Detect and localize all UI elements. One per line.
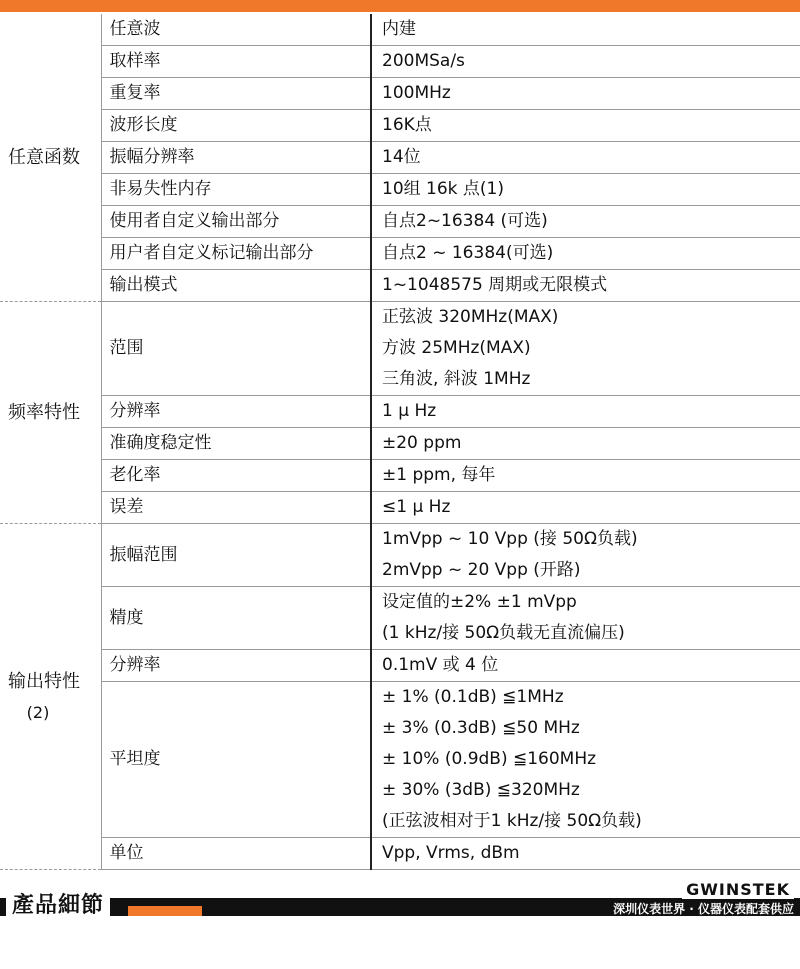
param-name: 分辨率 — [101, 650, 371, 682]
param-value-cell — [371, 587, 800, 650]
param-name: 老化率 — [101, 460, 371, 492]
spec-row — [0, 270, 800, 302]
param-name: 准确度稳定性 — [101, 428, 371, 460]
param-name: 振幅范围 — [101, 524, 371, 587]
param-value: 1 μ Hz — [382, 401, 437, 421]
param-name: 任意波 — [101, 14, 371, 46]
spec-row — [0, 587, 800, 650]
param-value: 正弦波 320MHz(MAX) — [382, 307, 559, 327]
param-value: Vpp, Vrms, dBm — [382, 843, 520, 863]
section-category — [0, 524, 101, 870]
param-value: 1~1048575 周期或无限模式 — [382, 275, 608, 295]
param-value: 1mVpp ~ 10 Vpp (接 50Ω负载) — [382, 529, 638, 549]
param-name: 使用者自定义输出部分 — [101, 206, 371, 238]
section-category-note: (2) — [26, 702, 50, 722]
param-value-cell — [371, 110, 800, 142]
spec-row — [0, 142, 800, 174]
spec-row — [0, 206, 800, 238]
param-value: ±20 ppm — [382, 433, 462, 453]
param-value-cell — [371, 650, 800, 682]
param-value: ± 3% (0.3dB) ≦50 MHz — [382, 718, 580, 738]
param-value: ± 10% (0.9dB) ≦160MHz — [382, 749, 597, 769]
param-value: 三角波, 斜波 1MHz — [382, 369, 531, 389]
param-value-cell — [371, 78, 800, 110]
spec-row — [0, 78, 800, 110]
param-value: 设定值的±2% ±1 mVpp — [382, 592, 577, 612]
param-name: 平坦度 — [101, 682, 371, 838]
param-value-cell — [371, 142, 800, 174]
param-value: 0.1mV 或 4 位 — [382, 655, 499, 675]
param-name: 精度 — [101, 587, 371, 650]
param-value-cell — [371, 838, 800, 870]
param-name: 波形长度 — [101, 110, 371, 142]
param-name: 重复率 — [101, 78, 371, 110]
param-value: 自点2 ~ 16384(可选) — [382, 243, 554, 263]
section-category — [0, 14, 101, 302]
spec-row — [0, 46, 800, 78]
param-value-cell — [371, 270, 800, 302]
param-value-cell — [371, 396, 800, 428]
param-value: 自点2~16384 (可选) — [382, 211, 548, 231]
param-value-cell — [371, 460, 800, 492]
param-name: 用户者自定义标记输出部分 — [101, 238, 371, 270]
param-value: ≤1 μ Hz — [382, 497, 451, 517]
param-value: 内建 — [382, 19, 416, 39]
param-value-cell — [371, 14, 800, 46]
param-value: 100MHz — [382, 83, 451, 103]
param-value: ± 1% (0.1dB) ≦1MHz — [382, 687, 564, 707]
param-value-cell — [371, 682, 800, 838]
param-value-cell — [371, 428, 800, 460]
param-name: 取样率 — [101, 46, 371, 78]
spec-row — [0, 838, 800, 870]
spec-row — [0, 174, 800, 206]
supplier-text: 深圳仪表世界 · 仪器仪表配套供应 — [613, 902, 794, 916]
param-value: 2mVpp ~ 20 Vpp (开路) — [382, 560, 581, 580]
param-value: 方波 25MHz(MAX) — [382, 338, 531, 358]
param-name: 范围 — [101, 302, 371, 396]
spec-row — [0, 428, 800, 460]
top-orange-bar — [0, 0, 800, 12]
spec-row — [0, 238, 800, 270]
param-value-cell — [371, 492, 800, 524]
param-name: 误差 — [101, 492, 371, 524]
param-name: 单位 — [101, 838, 371, 870]
param-value-cell — [371, 206, 800, 238]
footer-orange-accent — [128, 906, 202, 916]
spec-row — [0, 396, 800, 428]
footer-banner — [0, 880, 800, 918]
param-name: 振幅分辨率 — [101, 142, 371, 174]
section-category — [0, 302, 101, 524]
section-category-label: 输出特性 — [8, 670, 80, 692]
footer-title: 產品細節 — [6, 888, 110, 919]
spec-row — [0, 14, 800, 46]
spec-row — [0, 524, 800, 587]
section-category-label: 频率特性 — [8, 402, 80, 423]
param-name: 非易失性内存 — [101, 174, 371, 206]
spec-row — [0, 460, 800, 492]
param-name: 分辨率 — [101, 396, 371, 428]
param-value-cell — [371, 238, 800, 270]
spec-row — [0, 110, 800, 142]
spec-row — [0, 682, 800, 838]
section-category-label: 任意函数 — [8, 147, 80, 168]
param-value-cell — [371, 524, 800, 587]
spec-row — [0, 650, 800, 682]
brand-logo: GWINSTEK — [682, 880, 794, 899]
param-value: ± 30% (3dB) ≦320MHz — [382, 780, 580, 800]
spec-row — [0, 492, 800, 524]
param-value-cell — [371, 174, 800, 206]
param-value: 200MSa/s — [382, 51, 465, 71]
param-value: (正弦波相对于1 kHz/接 50Ω负载) — [382, 811, 642, 831]
param-name: 输出模式 — [101, 270, 371, 302]
param-value-cell — [371, 46, 800, 78]
param-value: 10组 16k 点(1) — [382, 179, 504, 199]
spec-table — [0, 14, 800, 870]
param-value: 14位 — [382, 147, 421, 167]
param-value: (1 kHz/接 50Ω负载无直流偏压) — [382, 623, 625, 643]
spec-row — [0, 302, 800, 396]
param-value: ±1 ppm, 每年 — [382, 465, 496, 485]
param-value: 16K点 — [382, 115, 432, 135]
param-value-cell — [371, 302, 800, 396]
